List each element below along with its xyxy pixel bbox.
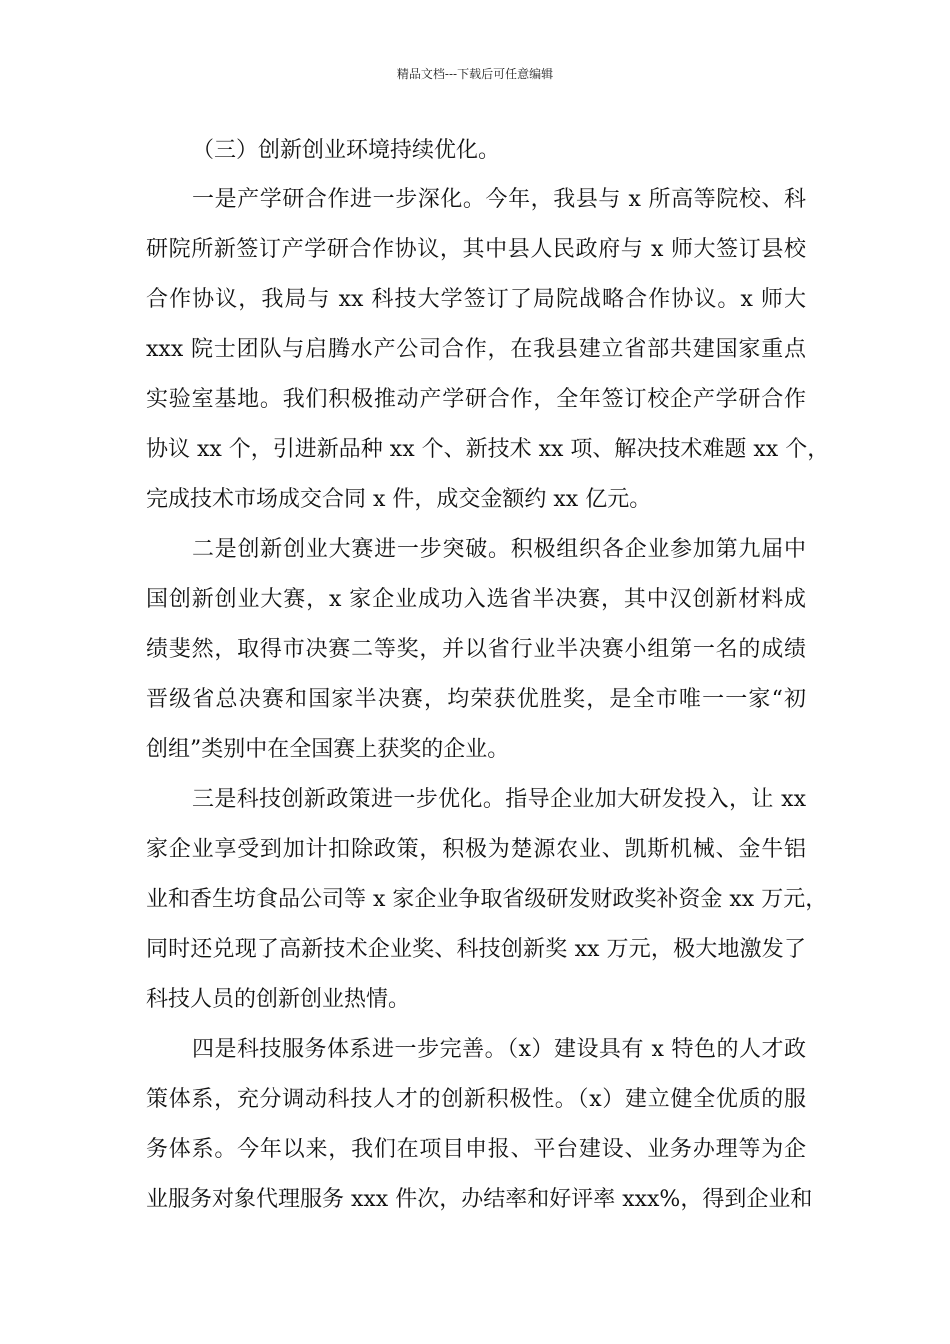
paragraph-line: 实验室基地。我们积极推动产学研合作，全年签订校企产学研合作 xyxy=(146,387,806,412)
paragraph-line: 合作协议，我局与 xx 科技大学签订了局院战略合作协议。x 师大 xyxy=(146,287,806,312)
paragraph-line: 创组”类别中在全国赛上获奖的企业。 xyxy=(146,737,510,762)
paragraph-line: 业服务对象代理服务 xxx 件次，办结率和好评率 xxx%，得到企业和 xyxy=(146,1187,813,1212)
paragraph-line: 二是创新创业大赛进一步突破。积极组织各企业参加第九届中 xyxy=(192,537,806,562)
paragraph-line: 完成技术市场成交合同 x 件，成交金额约 xx 亿元。 xyxy=(146,487,652,512)
paragraph-line: 务体系。今年以来，我们在项目申报、平台建设、业务办理等为企 xyxy=(146,1137,806,1162)
paragraph-service-system xyxy=(146,1035,813,1235)
paragraph-line: 研院所新签订产学研合作协议，其中县人民政府与 x 师大签订县校 xyxy=(146,237,806,262)
paragraph-line: 四是科技服务体系进一步完善。（x）建设具有 x 特色的人才政 xyxy=(192,1037,806,1062)
section-heading: （三）创新创业环境持续优化。 xyxy=(192,138,501,163)
paragraph-line: 业和香生坊食品公司等 x 家企业争取省级研发财政奖补资金 xx 万元， xyxy=(146,887,828,912)
paragraph-line: xxx 院士团队与启腾水产公司合作，在我县建立省部共建国家重点 xyxy=(146,337,806,362)
paragraph-innovation-contest xyxy=(146,535,806,785)
paragraph-line: 晋级省总决赛和国家半决赛，均荣获优胜奖，是全市唯一一家“初 xyxy=(146,687,806,712)
page-header: 精品文档---下载后可任意编辑 xyxy=(396,67,554,81)
paragraph-line: 家企业享受到加计扣除政策，积极为楚源农业、凯斯机械、金牛铝 xyxy=(146,837,806,862)
paragraph-line: 策体系，充分调动科技人才的创新积极性。（x）建立健全优质的服 xyxy=(146,1087,806,1112)
paragraph-line: 协议 xx 个，引进新品种 xx 个、新技术 xx 项、解决技术难题 xx 个， xyxy=(146,437,830,462)
paragraph-line: 绩斐然，取得市决赛二等奖，并以省行业半决赛小组第一名的成绩 xyxy=(146,637,806,662)
paragraph-policy-optimization xyxy=(146,785,828,1035)
paragraph-line: 同时还兑现了高新技术企业奖、科技创新奖 xx 万元，极大地激发了 xyxy=(146,937,806,962)
paragraph-line: 科技人员的创新创业热情。 xyxy=(146,987,411,1012)
paragraph-line: 国创新创业大赛，x 家企业成功入选省半决赛，其中汉创新材料成 xyxy=(146,587,806,612)
paragraph-industry-university-research xyxy=(146,185,830,535)
document-body xyxy=(146,185,830,1235)
paragraph-line: 一是产学研合作进一步深化。今年，我县与 x 所高等院校、科 xyxy=(192,187,806,212)
paragraph-line: 三是科技创新政策进一步优化。指导企业加大研发投入，让 xx xyxy=(192,787,806,812)
